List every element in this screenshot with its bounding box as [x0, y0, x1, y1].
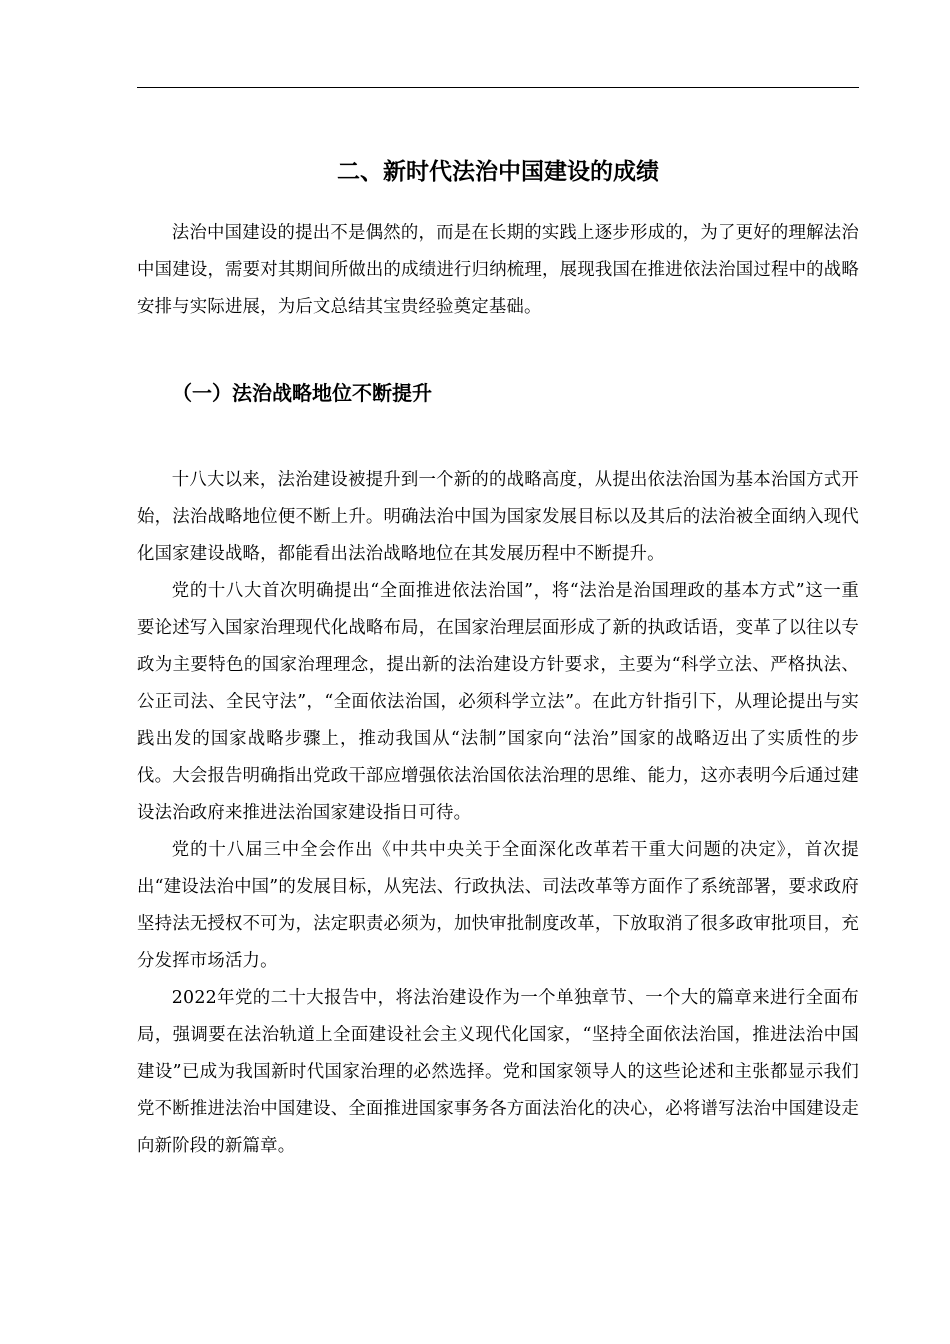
- body-paragraph: 党的十八大首次明确提出“全面推进依法治国”，将“法治是治国理政的基本方式”这一重要论述写入国家治理现代化战略布局，在国家治理层面形成了新的执政话语，变革了以往以专政为主要特色的国家治理理念，提出新的法治建设方针要求，主要为“科学立法、严格执法、公正司法、全民守法”，“全面依法治国，必须科学立法”。在此方针指引下，从理论提出与实践出发的国家战略步骤上，推动我国从“法制”国家向“法治”国家的战略迈出了实质性的步伐。大会报告明确指出党政干部应增强依法治国依法治理的思维、能力，这亦表明今后通过建设法治政府来推进法治国家建设指日可待。: [137, 581, 859, 823]
- body-paragraph: 2022年党的二十大报告中，将法治建设作为一个单独章节、一个大的篇章来进行全面布局，强调要在法治轨道上全面建设社会主义现代化国家，“坚持全面依法治国，推进法治中国建设”已成为我国新时代国家治理的必然选择。党和国家领导人的这些论述和主张都显示我们党不断推进法治中国建设、全面推进国家事务各方面法治化的决心，必将谱写法治中国建设走向新阶段的新篇章。: [137, 988, 859, 1156]
- section-title: 二、新时代法治中国建设的成绩: [337, 159, 659, 185]
- intro-block: [137, 215, 859, 326]
- header-rule: [137, 87, 859, 88]
- body-paragraph: 十八大以来，法治建设被提升到一个新的的战略高度，从提出依法治国为基本治国方式开始，法治战略地位便不断上升。明确法治中国为国家发展目标以及其后的法治被全面纳入现代化国家建设战略，都能看出法治战略地位在其发展历程中不断提升。: [137, 470, 859, 564]
- body-paragraph: 党的十八届三中全会作出《中共中央关于全面深化改革若干重大问题的决定》，首次提出“建设法治中国”的发展目标，从宪法、行政执法、司法改革等方面作了系统部署，要求政府坚持法无授权不可为，法定职责必须为，加快审批制度改革，下放取消了很多政审批项目，充分发挥市场活力。: [137, 840, 859, 971]
- main-block: [137, 462, 859, 1165]
- subsection-title: （一）法治战略地位不断提升: [172, 381, 432, 405]
- intro-paragraph: 法治中国建设的提出不是偶然的，而是在长期的实践上逐步形成的，为了更好的理解法治中国建设，需要对其期间所做出的成绩进行归纳梳理，展现我国在推进依法治国过程中的战略安排与实际进展，为后文总结其宝贵经验奠定基础。: [137, 223, 859, 317]
